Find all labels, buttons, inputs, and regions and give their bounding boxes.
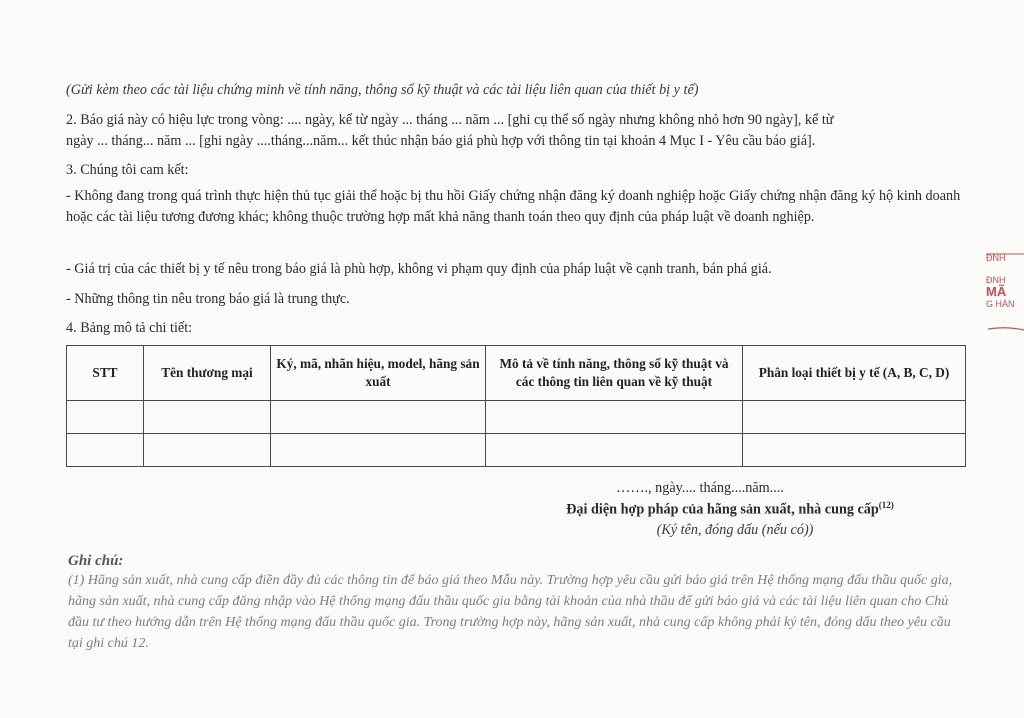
col-description: Mô tả về tính năng, thông số kỹ thuật và các thông tin liên quan về kỹ thuật: [486, 346, 743, 401]
table-row: [67, 434, 966, 467]
table-cell: [486, 401, 743, 434]
table-cell: [271, 434, 486, 467]
table-heading: 4. Bảng mô tả chi tiết:: [66, 320, 193, 336]
table-cell: [743, 434, 966, 467]
col-model: Ký, mã, nhãn hiệu, model, hãng sản xuất: [271, 346, 486, 401]
notes-text: (1) Hãng sản xuất, nhà cung cấp điền đầy đủ các thông tin để báo giá theo Mẫu này. Trường hợp yêu cầu gửi báo giá trên Hệ thống mạng đấu thầu quốc gia, hãng sản xuất, nhà cung cấp đăng nhập vào Hệ thống mạng đấu thầu quốc gia bằng tài khoản của nhà thầu để gửi báo giá và các tài liệu liên quan cho Chủ đầu tư theo hướng dẫn trên Hệ thống mạng đấu thầu quốc gia. Trong trường hợp này, hãng sản xuất, nhà cung cấp không phải ký tên, đóng dấu theo yêu cầu tại ghi chú 12.: [68, 573, 953, 651]
table-cell: [743, 401, 966, 434]
table-cell: [67, 434, 144, 467]
stamp-text-4: G HÀN: [986, 299, 1015, 309]
commitment-3: - Những thông tin nêu trong báo giá là trung thực.: [66, 291, 350, 307]
table-cell: [271, 401, 486, 434]
attach-note: (Gửi kèm theo các tài liệu chứng minh về tính năng, thông số kỹ thuật và các tài liệu liên quan của thiết bị y tế): [66, 82, 699, 98]
signature-title: [500, 500, 960, 519]
stamp-text-1: ĐNH: [986, 253, 1006, 263]
table-header-row: [67, 346, 966, 401]
commitment-2: - Giá trị của các thiết bị y tế nêu trong báo giá là phù hợp, không vi phạm quy định của pháp luật về cạnh tranh, bán phá giá.: [66, 261, 772, 277]
red-stamp-fragment: [986, 248, 1024, 376]
col-stt: STT: [67, 346, 144, 401]
table-cell: [144, 434, 271, 467]
validity-line-2: ngày ... tháng... năm ... [ghi ngày ....tháng...năm... kết thúc nhận báo giá phù hợp với thông tin tại khoản 4 Mục I - Yêu cầu báo giá].: [66, 133, 816, 149]
col-classification: Phân loại thiết bị y tế (A, B, C, D): [743, 346, 966, 401]
stamp-bottom-mark: [986, 324, 1024, 334]
table-cell: [144, 401, 271, 434]
table-cell: [67, 401, 144, 434]
signature-footnote-ref: (12): [878, 500, 894, 510]
stamp-text-2: ĐNH: [986, 275, 1006, 285]
table-cell: [486, 434, 743, 467]
validity-line-1: 2. Báo giá này có hiệu lực trong vòng: .... ngày, kể từ ngày ... tháng ... năm ... [ghi cụ thể số ngày nhưng không nhỏ hơn 90 ngày], kể từ: [66, 112, 834, 128]
signature-note: (Ký tên, đóng dấu (nếu có)): [656, 522, 814, 538]
commit-heading: 3. Chúng tôi cam kết:: [66, 162, 189, 178]
col-trade-name: Tên thương mại: [144, 346, 271, 401]
notes-heading: Ghi chú:: [68, 553, 124, 569]
detail-table: [66, 345, 966, 467]
table-row: [67, 401, 966, 434]
commitment-1: - Không đang trong quá trình thực hiện thủ tục giải thể hoặc bị thu hồi Giấy chứng nhận đăng ký doanh nghiệp hoặc Giấy chứng nhận đăng ký hộ kinh doanh hoặc các tài liệu tương đương khác; không thuộc trường hợp mất khả năng thanh toán theo quy định của pháp luật về doanh nghiệp.: [66, 188, 961, 225]
signature-date: ……., ngày.... tháng....năm....: [616, 480, 784, 496]
signature-title-text: Đại diện hợp pháp của hãng sản xuất, nhà cung cấp: [566, 501, 879, 518]
stamp-text-3: MÃ: [986, 284, 1007, 299]
